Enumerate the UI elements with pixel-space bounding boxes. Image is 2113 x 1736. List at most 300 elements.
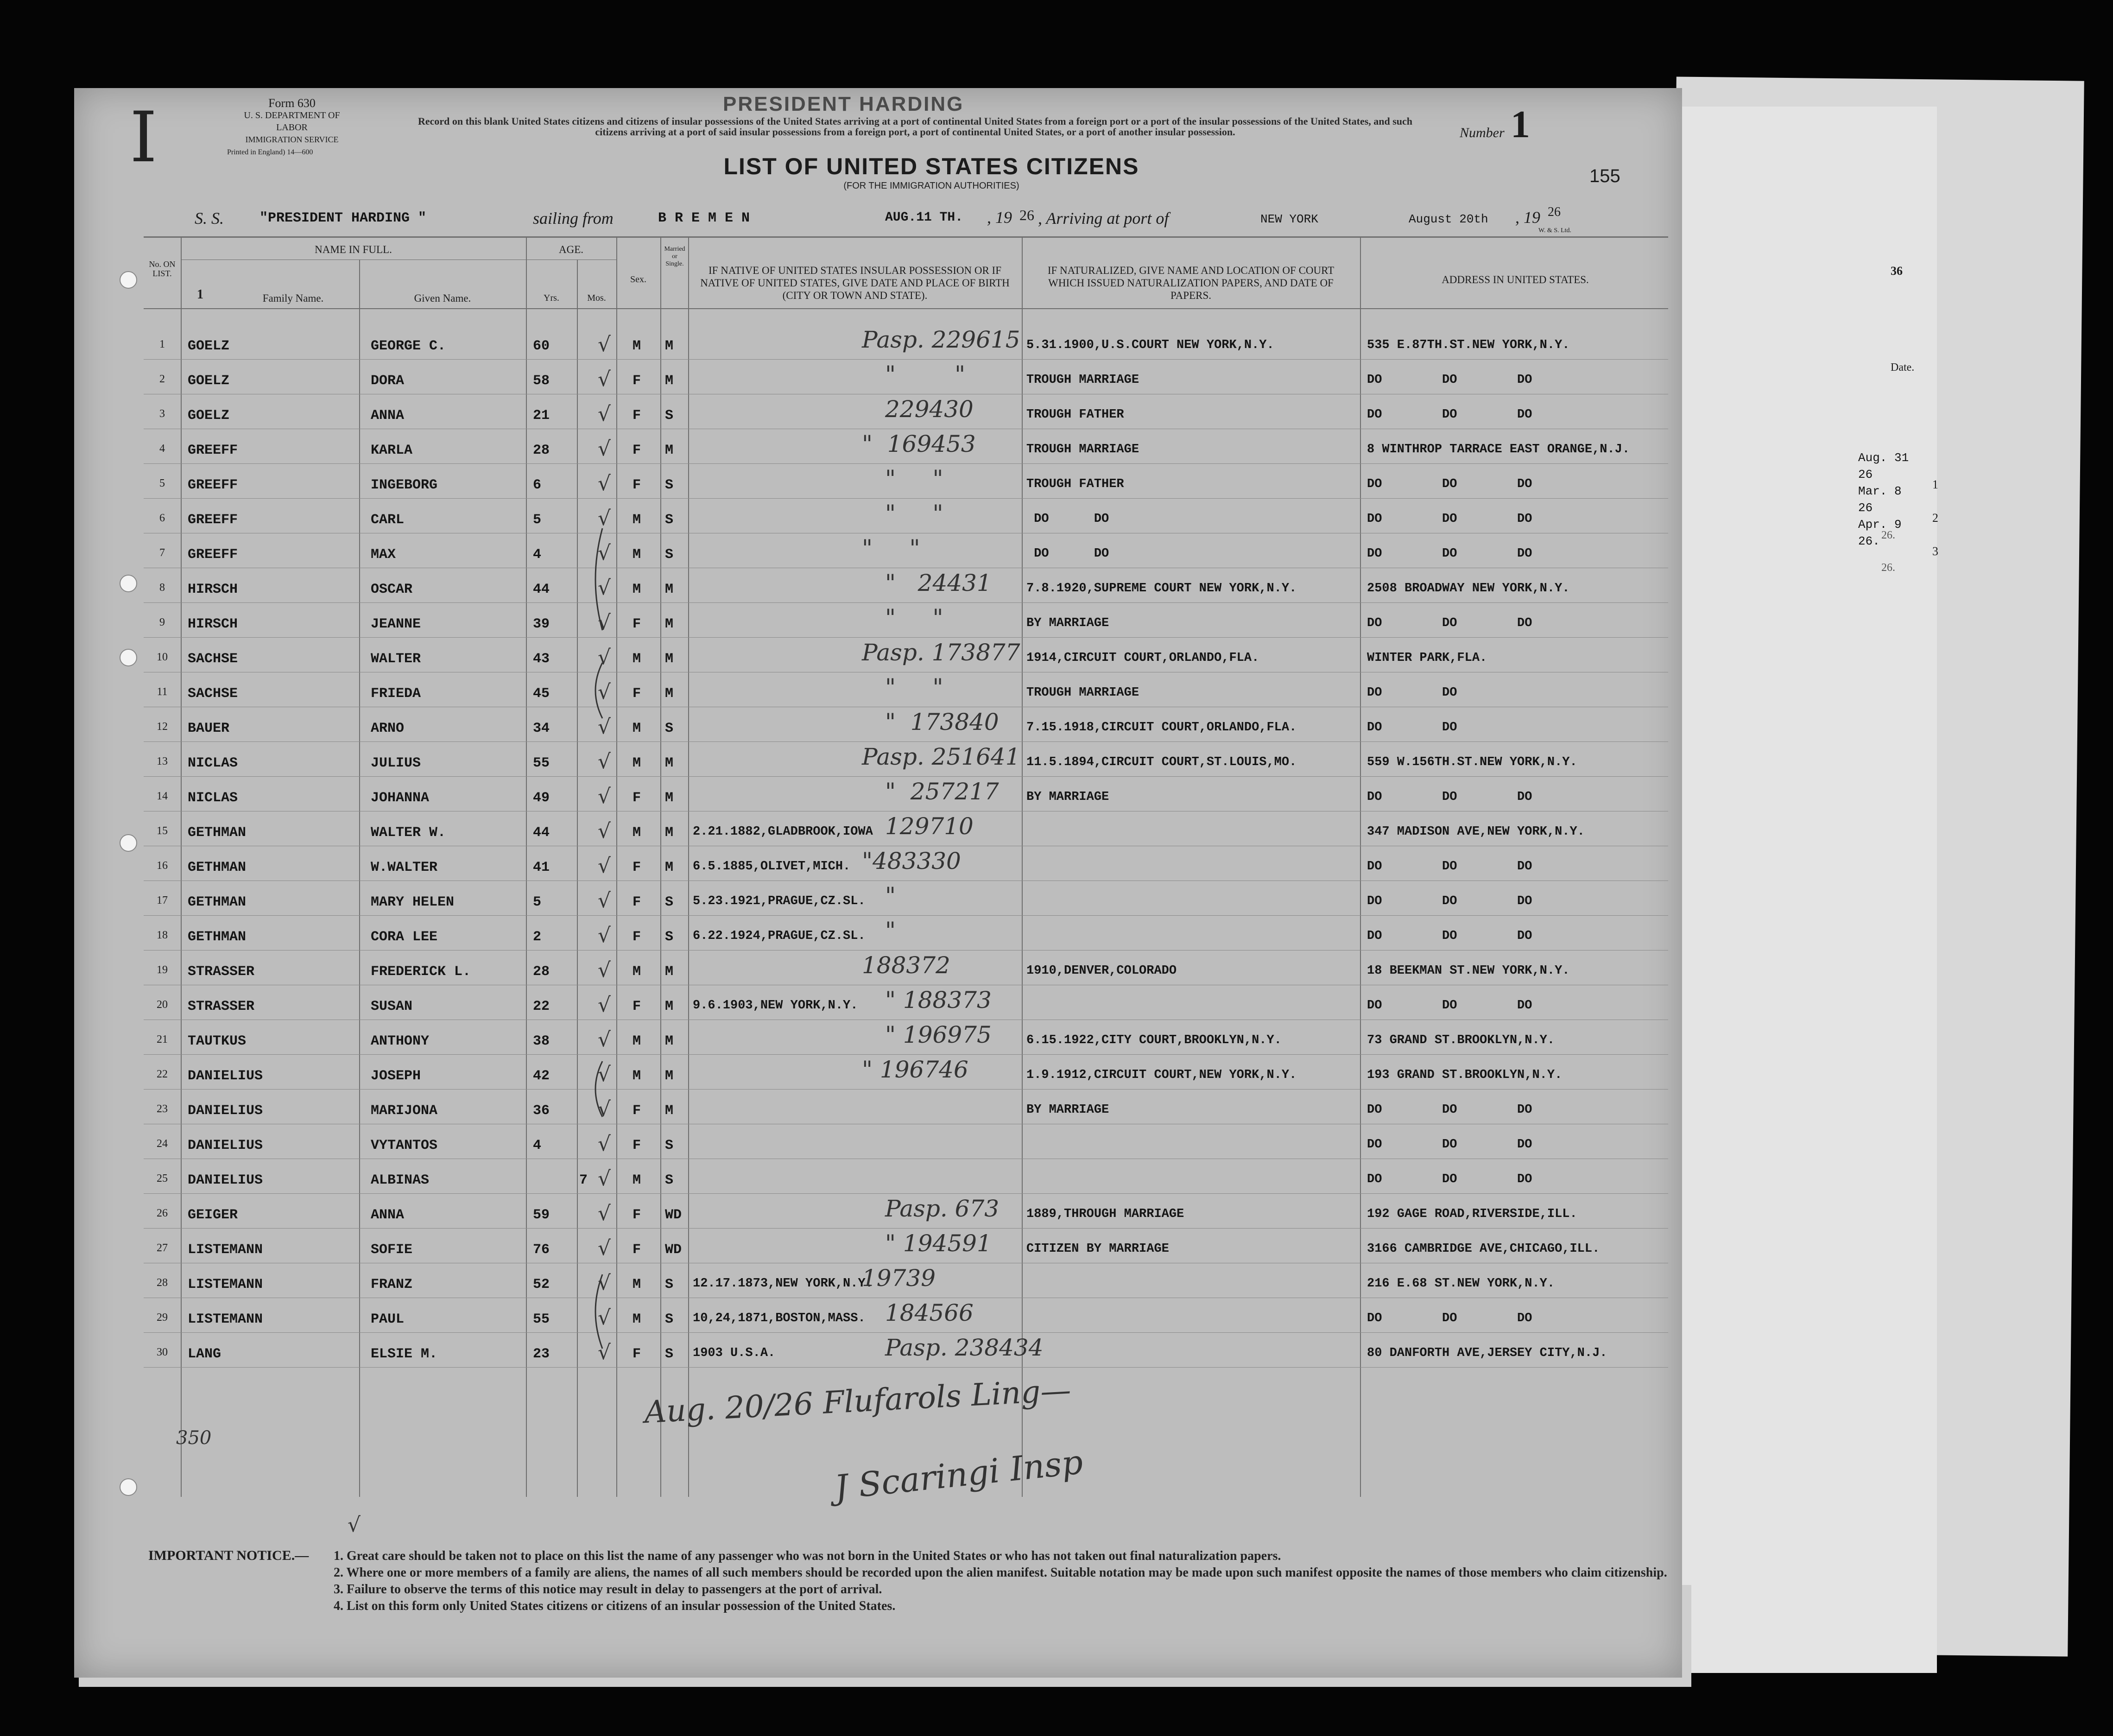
check-mark: √: [348, 1513, 361, 1537]
address: 535 E.87TH.ST.NEW YORK,N.Y.: [1367, 338, 1570, 352]
family-name: SACHSE: [188, 686, 238, 702]
row-number: 11: [157, 686, 168, 698]
row-number: 25: [157, 1172, 168, 1185]
notice-label: IMPORTANT NOTICE.—: [148, 1548, 309, 1563]
age-years: 6: [533, 477, 542, 493]
punch-hole: [120, 271, 137, 289]
sex: M: [633, 512, 641, 528]
family-name: LANG: [188, 1346, 221, 1362]
address: DO DO DO: [1367, 408, 1532, 422]
given-name: MARIJONA: [371, 1103, 438, 1119]
address: DO DO DO: [1367, 894, 1532, 908]
given-name: JOSEPH: [371, 1068, 421, 1084]
row-number: 14: [157, 790, 168, 802]
given-name: CORA LEE: [371, 929, 438, 945]
row-check-mark: √: [598, 1202, 611, 1225]
address: DO DO DO: [1367, 512, 1532, 526]
family-name: DANIELIUS: [188, 1138, 263, 1153]
age-years: 36: [533, 1103, 550, 1119]
port-from: B R E M E N: [658, 210, 750, 226]
given-name: ELSIE M.: [371, 1346, 438, 1362]
age-years: 55: [533, 1312, 550, 1327]
punch-hole: [120, 649, 137, 666]
address: 193 GRAND ST.BROOKLYN,N.Y.: [1367, 1068, 1563, 1082]
marital-status: M: [665, 860, 674, 875]
sex: F: [633, 860, 641, 875]
family-name: NICLAS: [188, 755, 238, 771]
row-rule: [144, 359, 1668, 360]
side-sheet-dates: Aug. 31 26 Mar. 8 26 Apr. 9 26.: [1858, 451, 1909, 548]
given-name: KARLA: [371, 443, 413, 458]
row-check-mark: √: [598, 1028, 611, 1052]
row-number: 1: [159, 338, 165, 350]
birth-info: 6.5.1885,OLIVET,MICH.: [693, 860, 851, 874]
row-rule: [144, 1228, 1668, 1229]
address: DO DO DO: [1367, 999, 1532, 1013]
departure-year: 26: [1019, 207, 1034, 223]
sex: M: [633, 825, 641, 841]
passport-note: 19739: [862, 1265, 936, 1292]
passport-note: " ": [885, 500, 943, 527]
row-number: 22: [157, 1068, 168, 1080]
row-number: 9: [159, 616, 165, 628]
passport-note: " 173840: [885, 709, 999, 735]
passport-note: " 194591: [885, 1230, 992, 1257]
sex: F: [633, 616, 641, 632]
age-years: 23: [533, 1346, 550, 1362]
printer-mark: W. & S. Ltd.: [1538, 227, 1572, 234]
sex: F: [633, 1138, 641, 1153]
age-years: 49: [533, 790, 550, 806]
sex: F: [633, 373, 641, 389]
year-prefix-2: , 19: [1515, 208, 1540, 227]
family-name: STRASSER: [188, 964, 255, 980]
family-name: GETHMAN: [188, 825, 247, 841]
table-top-rule: [144, 236, 1668, 238]
address: 2508 BROADWAY NEW YORK,N.Y.: [1367, 582, 1570, 596]
address: DO DO DO: [1367, 1103, 1532, 1117]
family-name: GREEFF: [188, 443, 238, 458]
row-check-mark: √: [598, 646, 611, 669]
given-name: VYTANTOS: [371, 1138, 438, 1153]
address: DO DO DO: [1367, 1312, 1532, 1325]
arriving-label: , Arriving at port of: [1038, 209, 1169, 228]
family-name: GOELZ: [188, 408, 230, 424]
given-name: MAX: [371, 547, 396, 563]
family-name: NICLAS: [188, 790, 238, 806]
age-years: 39: [533, 616, 550, 632]
col-header-no: No. ON LIST.: [149, 260, 176, 278]
row-number: 8: [159, 582, 165, 594]
naturalization-info: TROUGH FATHER: [1026, 408, 1124, 422]
col-rule: [1022, 236, 1023, 1497]
port-to: NEW YORK: [1260, 212, 1318, 226]
row-check-mark: √: [598, 750, 611, 773]
naturalization-info: BY MARRIAGE: [1026, 1103, 1109, 1117]
marital-status: S: [665, 477, 674, 493]
row-rule: [144, 637, 1668, 638]
address: 347 MADISON AVE,NEW YORK,N.Y.: [1367, 825, 1585, 839]
col-header-mos: Mos.: [587, 293, 606, 303]
age-years: 42: [533, 1068, 550, 1084]
row-check-mark: √: [598, 333, 611, 356]
row-check-mark: √: [598, 889, 611, 912]
marital-status: M: [665, 790, 674, 806]
col-rule: [1360, 236, 1361, 1497]
row-rule: [144, 1367, 1668, 1368]
ship-name: "PRESIDENT HARDING ": [259, 210, 427, 226]
marital-status: M: [665, 651, 674, 667]
row-number: 3: [159, 408, 165, 420]
col-rule: [181, 236, 182, 1497]
given-name: ALBINAS: [371, 1172, 430, 1188]
passport-note: " 169453: [862, 431, 976, 457]
row-number: 30: [157, 1346, 168, 1358]
address: 80 DANFORTH AVE,JERSEY CITY,N.J.: [1367, 1346, 1607, 1360]
age-years: 44: [533, 582, 550, 597]
given-name: FRANZ: [371, 1277, 413, 1292]
inspector-signature: J Scaringi Insp: [833, 1442, 1085, 1507]
page-title: LIST OF UNITED STATES CITIZENS: [723, 153, 1139, 179]
row-check-mark: √: [598, 472, 611, 495]
notice-item: 1. Great care should be taken not to place on this list the name of any passenger who was not born in the United States or who has not taken out final naturalization papers.: [334, 1549, 1281, 1563]
naturalization-info: TROUGH MARRIAGE: [1026, 373, 1139, 387]
inspection-note: Aug. 20/26 Flufarols Ling—: [643, 1372, 1072, 1431]
row-check-mark: √: [598, 541, 611, 565]
passport-note: Pasp. 251641: [862, 743, 1020, 770]
address: 559 W.156TH.ST.NEW YORK,N.Y.: [1367, 755, 1577, 769]
sex: M: [633, 1172, 641, 1188]
row-check-mark: √: [598, 993, 611, 1017]
row-check-mark: √: [598, 576, 611, 600]
marital-status: S: [665, 408, 674, 424]
family-name: GETHMAN: [188, 929, 247, 945]
punch-hole: [120, 834, 137, 852]
sex: M: [633, 547, 641, 563]
age-years: 44: [533, 825, 550, 841]
address: DO DO: [1367, 721, 1457, 735]
row-check-mark: √: [598, 819, 611, 843]
address: DO DO: [1367, 686, 1457, 700]
col-header-naturalized: IF NATURALIZED, GIVE NAME AND LOCATION OF COURT WHICH ISSUED NATURALIZATION PAPERS, AND DATE OF PAPERS.: [1047, 265, 1335, 301]
ship-stamp: PRESIDENT HARDING: [723, 93, 964, 115]
page-number: 155: [1589, 166, 1620, 186]
marital-status: M: [665, 964, 674, 980]
ss-label: S. S.: [195, 209, 224, 228]
marital-status: S: [665, 512, 674, 528]
naturalization-info: 7.8.1920,SUPREME COURT NEW YORK,N.Y.: [1026, 582, 1297, 596]
punch-hole: [120, 1478, 137, 1496]
age-years: 59: [533, 1207, 550, 1223]
manifest-page: [74, 88, 1682, 1678]
birth-info: 1903 U.S.A.: [693, 1346, 776, 1360]
passport-note: ": [885, 917, 896, 944]
given-name: OSCAR: [371, 582, 413, 597]
marital-status: S: [665, 1346, 674, 1362]
family-name: DANIELIUS: [188, 1103, 263, 1119]
sex: M: [633, 1033, 641, 1049]
row-number: 17: [157, 894, 168, 906]
naturalization-info: 1914,CIRCUIT COURT,ORLANDO,FLA.: [1026, 651, 1259, 665]
given-name: WALTER W.: [371, 825, 446, 841]
col-header-native: IF NATIVE OF UNITED STATES INSULAR POSSESSION OR IF NATIVE OF UNITED STATES, GIVE DATE AND PLACE OF BIRTH (CITY OR TOWN AND STATE).: [700, 265, 1010, 301]
passport-note: 129710: [885, 813, 974, 840]
col-header-sex: Sex.: [630, 274, 646, 285]
naturalization-info: 1910,DENVER,COLORADO: [1026, 964, 1177, 978]
row-check-mark: √: [598, 1063, 611, 1086]
passport-note: " 257217: [885, 778, 999, 805]
row-number: 19: [157, 964, 168, 976]
naturalization-info: 5.31.1900,U.S.COURT NEW YORK,N.Y.: [1026, 338, 1274, 352]
address: DO DO DO: [1367, 790, 1532, 804]
age-years: 34: [533, 721, 550, 736]
age-years: 76: [533, 1242, 550, 1258]
passport-note: " 188373: [885, 987, 992, 1014]
sex: F: [633, 443, 641, 458]
marital-status: S: [665, 721, 674, 736]
age-months: 7: [579, 1172, 588, 1188]
passport-note: " 196746: [862, 1056, 968, 1083]
given-name: JULIUS: [371, 755, 421, 771]
sex: M: [633, 1312, 641, 1327]
passport-note: " ": [885, 604, 943, 631]
marital-status: M: [665, 999, 674, 1014]
col-header-yrs: Yrs.: [544, 293, 559, 303]
row-number: 23: [157, 1103, 168, 1115]
naturalization-info: TROUGH MARRIAGE: [1026, 443, 1139, 456]
age-years: 38: [533, 1033, 550, 1049]
given-name: ARNO: [371, 721, 405, 736]
family-name: SACHSE: [188, 651, 238, 667]
sex: F: [633, 477, 641, 493]
far-right-marks: 26. 26.: [1881, 529, 1895, 574]
col-header-name: NAME IN FULL.: [315, 244, 392, 255]
row-number: 13: [157, 755, 168, 767]
arrival-date: August 20th: [1409, 212, 1488, 226]
naturalization-info: 6.15.1922,CITY COURT,BROOKLYN,N.Y.: [1026, 1033, 1282, 1047]
row-number: 18: [157, 929, 168, 941]
family-name: GEIGER: [188, 1207, 238, 1223]
col-rule: [359, 260, 360, 1497]
row-check-mark: √: [598, 1341, 611, 1364]
row-check-mark: √: [598, 924, 611, 947]
col-header-married: Married or Single.: [664, 246, 685, 267]
punch-hole: [120, 575, 137, 592]
marital-status: M: [665, 686, 674, 702]
given-name: INGEBORG: [371, 477, 438, 493]
col-rule: [526, 236, 527, 1497]
family-name: GETHMAN: [188, 894, 247, 910]
given-name: ANNA: [371, 1207, 405, 1223]
marital-status: M: [665, 755, 674, 771]
row-number: 2: [159, 373, 165, 385]
service-name: IMMIGRATION SERVICE: [245, 135, 339, 144]
given-name: ANNA: [371, 408, 405, 424]
row-number: 7: [159, 547, 165, 559]
side-sheet-date-label: Date.: [1891, 361, 1915, 374]
passport-note: " ": [885, 361, 966, 388]
naturalization-info: 1889,THROUGH MARRIAGE: [1026, 1207, 1184, 1221]
marital-status: M: [665, 1068, 674, 1084]
naturalization-info: 1.9.1912,CIRCUIT COURT,NEW YORK,N.Y.: [1026, 1068, 1297, 1082]
row-check-mark: √: [598, 854, 611, 878]
col-rule: [660, 236, 661, 1497]
age-years: 43: [533, 651, 550, 667]
printer-note: Printed in England) 14—600: [227, 148, 313, 156]
row-number: 6: [159, 512, 165, 524]
address: DO DO DO: [1367, 1138, 1532, 1152]
age-years: 4: [533, 547, 542, 563]
age-years: 28: [533, 964, 550, 980]
row-check-mark: √: [598, 1271, 611, 1295]
family-name: GREEFF: [188, 547, 238, 563]
row-rule: [144, 741, 1668, 742]
address: DO DO DO: [1367, 616, 1532, 630]
row-number: 12: [157, 721, 168, 733]
sex: F: [633, 790, 641, 806]
marital-status: S: [665, 894, 674, 910]
passport-note: 188372: [862, 952, 950, 979]
marital-status: S: [665, 929, 674, 945]
marital-status: M: [665, 582, 674, 597]
naturalization-info: DO DO: [1026, 547, 1109, 561]
row-rule: [144, 915, 1668, 916]
department-name: U. S. DEPARTMENT OF LABOR: [244, 110, 340, 133]
row-number: 24: [157, 1138, 168, 1150]
form-info: [232, 97, 352, 146]
row-check-mark: √: [598, 1167, 611, 1191]
naturalization-info: DO DO: [1026, 512, 1109, 526]
family-name: TAUTKUS: [188, 1033, 247, 1049]
age-years: 60: [533, 338, 550, 354]
form-number: Form 630: [268, 96, 316, 110]
sex: M: [633, 582, 641, 597]
marital-status: M: [665, 825, 674, 841]
passport-note: Pasp. 673: [885, 1195, 1000, 1222]
marital-status: M: [665, 1033, 674, 1049]
marital-status: M: [665, 373, 674, 389]
row-rule: [144, 602, 1668, 603]
row-check-mark: √: [598, 1097, 611, 1121]
address: 3166 CAMBRIDGE AVE,CHICAGO,ILL.: [1367, 1242, 1600, 1256]
count-note: 350: [176, 1427, 212, 1449]
list-number: 1: [197, 287, 203, 302]
age-years: 41: [533, 860, 550, 875]
row-check-mark: √: [598, 715, 611, 739]
sex: F: [633, 1346, 641, 1362]
address: WINTER PARK,FLA.: [1367, 651, 1487, 665]
age-years: 58: [533, 373, 550, 389]
address: DO DO DO: [1367, 929, 1532, 943]
number-value: 1: [1511, 103, 1530, 146]
notice-item: 4. List on this form only United States citizens or citizens of an insular possession of the United States.: [334, 1599, 896, 1613]
naturalization-info: 11.5.1894,CIRCUIT COURT,ST.LOUIS,MO.: [1026, 755, 1297, 769]
side-sheet-marks: 1 2 3: [1932, 478, 1938, 558]
address: 192 GAGE ROAD,RIVERSIDE,ILL.: [1367, 1207, 1577, 1221]
family-name: GOELZ: [188, 338, 230, 354]
sex: F: [633, 408, 641, 424]
marital-status: M: [665, 443, 674, 458]
family-name: GREEFF: [188, 477, 238, 493]
row-number: 4: [159, 443, 165, 455]
family-name: GETHMAN: [188, 860, 247, 875]
address: 8 WINTHROP TARRACE EAST ORANGE,N.J.: [1367, 443, 1630, 456]
naturalization-info: TROUGH FATHER: [1026, 477, 1124, 491]
sex: M: [633, 721, 641, 736]
given-name: SOFIE: [371, 1242, 413, 1258]
age-years: 55: [533, 755, 550, 771]
row-check-mark: √: [598, 367, 611, 391]
age-years: 5: [533, 894, 542, 910]
col-header-address: ADDRESS IN UNITED STATES.: [1442, 274, 1589, 285]
row-check-mark: √: [598, 611, 611, 634]
row-number: 15: [157, 825, 168, 837]
row-number: 29: [157, 1312, 168, 1324]
family-name: LISTEMANN: [188, 1242, 263, 1258]
side-sheet-number: 36: [1891, 264, 1903, 278]
address: 73 GRAND ST.BROOKLYN,N.Y.: [1367, 1033, 1555, 1047]
passport-note: Pasp. 238434: [885, 1334, 1044, 1361]
sex: M: [633, 1277, 641, 1292]
marital-status: S: [665, 547, 674, 563]
birth-info: 6.22.1924,PRAGUE,CZ.SL.: [693, 929, 866, 943]
departure-date: AUG.11 TH.: [885, 210, 963, 225]
sex: M: [633, 755, 641, 771]
arrival-year: 26: [1548, 205, 1561, 219]
marital-status: WD: [665, 1242, 682, 1258]
naturalization-info: BY MARRIAGE: [1026, 790, 1109, 804]
row-check-mark: √: [598, 958, 611, 982]
given-name: FRIEDA: [371, 686, 421, 702]
sex: M: [633, 1068, 641, 1084]
birth-info: 10,24,1871,BOSTON,MASS.: [693, 1312, 866, 1325]
address: DO DO DO: [1367, 547, 1532, 561]
birth-info: 9.6.1903,NEW YORK,N.Y.: [693, 999, 858, 1013]
passport-note: " 196975: [885, 1021, 992, 1048]
sex: F: [633, 1103, 641, 1119]
sex: F: [633, 999, 641, 1014]
row-rule: [144, 463, 1668, 464]
page-subtitle: (FOR THE IMMIGRATION AUTHORITIES): [843, 181, 1019, 191]
row-number: 10: [157, 651, 168, 663]
row-check-mark: √: [598, 1236, 611, 1260]
row-check-mark: √: [598, 1306, 611, 1330]
age-years: 28: [533, 443, 550, 458]
row-check-mark: √: [598, 507, 611, 530]
row-number: 20: [157, 999, 168, 1011]
col-header-age: AGE.: [558, 244, 584, 255]
family-name: HIRSCH: [188, 582, 238, 597]
birth-info: 2.21.1882,GLADBROOK,IOWA: [693, 825, 873, 839]
age-years: 21: [533, 408, 550, 424]
row-check-mark: √: [598, 1132, 611, 1156]
passport-note: " ": [885, 465, 943, 492]
row-rule: [144, 1332, 1668, 1333]
corner-mark: I: [130, 97, 158, 178]
given-name: CARL: [371, 512, 405, 528]
row-number: 21: [157, 1033, 168, 1045]
notice-item: 2. Where one or more members of a family are aliens, the names of all such members should be recorded upon the alien manifest. Suitable notation may be made upon such manifest opposite the names of those members who claim citizenship.: [334, 1565, 1667, 1580]
family-name: HIRSCH: [188, 616, 238, 632]
instruction-text: Record on this blank United States citizens and citizens of insular possessions of the United States arriving at a port of continental United States from a foreign port or a port of the insular possessions of the United States, and such citizens arriving at a port of said insular possessions from a foreign port, a port of continental United States, or a port of another insular possession.: [418, 115, 1413, 138]
marital-status: S: [665, 1138, 674, 1153]
passport-note: 229430: [885, 396, 974, 423]
given-name: JEANNE: [371, 616, 421, 632]
birth-info: 12.17.1873,NEW YORK,N.Y.: [693, 1277, 873, 1291]
sex: F: [633, 929, 641, 945]
year-prefix-1: , 19: [987, 208, 1012, 227]
marital-status: WD: [665, 1207, 682, 1223]
